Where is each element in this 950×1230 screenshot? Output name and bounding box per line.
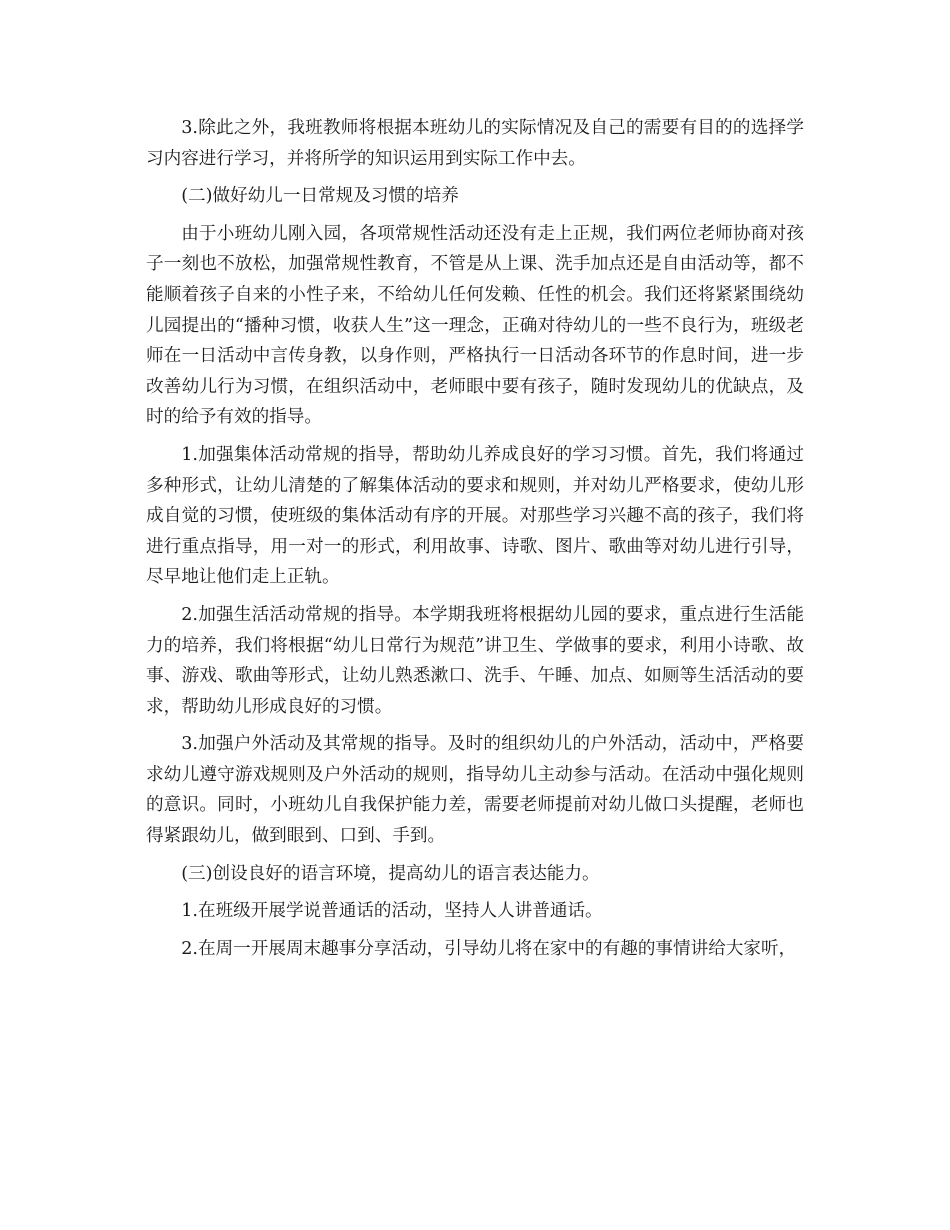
paragraph-5: 2.加强生活活动常规的指导。本学期我班将根据幼儿园的要求，重点进行生活能力的培养，我们将根据“幼儿日常行为规范”讲卫生、学做事的要求，利用小诗歌、故事、游戏、歌曲等形式，让幼儿熟悉漱口、洗手、午睡、加点、如厕等生活活动的要求，帮助幼儿形成良好的习惯。 xyxy=(146,604,804,717)
paragraph-8: 1.在班级开展学说普通话的活动，坚持人人讲普通话。 xyxy=(181,901,603,922)
paragraph-4: 1.加强集体活动常规的指导，帮助幼儿养成良好的学习习惯。首先，我们将通过多种形式，让幼儿清楚的了解集体活动的要求和规则，并对幼儿严格要求，使幼儿形成自觉的习惯，使班级的集体活动有序的开展。对那些学习兴趣不高的孩子，我们将进行重点指导，用一对一的形式，利用故事、诗歌、图片、歌曲等对幼儿进行引导，尽早地让他们走上正轨。 xyxy=(146,444,804,588)
section-heading-3: (三)创设良好的语言环境，提高幼儿的语言表达能力。 xyxy=(181,863,600,884)
paragraph-9: 2.在周一开展周末趣事分享活动，引导幼儿将在家中的有趣的事情讲给大家听， xyxy=(181,938,797,959)
paragraph-1: 3.除此之外，我班教师将根据本班幼儿的实际情况及自己的需要有目的的选择学习内容进行学习，并将所学的知识运用到实际工作中去。 xyxy=(146,118,804,169)
section-heading-2: (二)做好幼儿一日常规及习惯的培养 xyxy=(181,186,459,207)
paragraph-6: 3.加强户外活动及其常规的指导。及时的组织幼儿的户外活动，活动中，严格要求幼儿遵守游戏规则及户外活动的规则，指导幼儿主动参与活动。在活动中强化规则的意识。同时，小班幼儿自我保护能力差，需要老师提前对幼儿做口头提醒，老师也得紧跟幼儿，做到眼到、口到、手到。 xyxy=(146,734,804,847)
paragraph-3: 由于小班幼儿刚入园，各项常规性活动还没有走上正规，我们两位老师协商对孩子一刻也不放松，加强常规性教育，不管是从上课、洗手加点还是自由活动等，都不能顺着孩子自来的小性子来，不给幼儿任何发赖、任性的机会。我们还将紧紧围绕幼儿园提出的“播种习惯，收获人生”这一理念，正确对待幼儿的一些不良行为，班级老师在一日活动中言传身教，以身作则，严格执行一日活动各环节的作息时间，进一步改善幼儿行为习惯，在组织活动中，老师眼中要有孩子，随时发现幼儿的优缺点，及时的给予有效的指导。 xyxy=(146,223,804,428)
